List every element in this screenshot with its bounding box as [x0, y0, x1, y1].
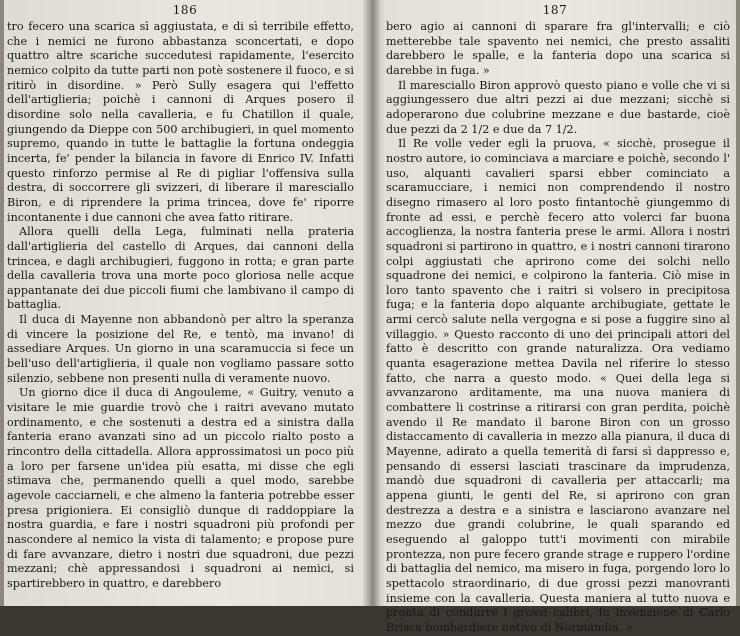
paragraph: Il maresciallo Biron approvò questo piano e volle che vi si aggiungessero due altri pezzi ai due mezzani; sicchè si adoperarono due colubrine mezzane e due bastarde, cioè due pezzi da 2 1/2 e due da 7 1/2. [386, 78, 730, 136]
paragraph: Il duca di Mayenne non abbandonò per altro la speranza di vincere la posizione del Re, e tentò, ma invano! di assediare Arques. Un giorno in una scaramuccia si fece un bell'uso dell'artiglieria, il quale non vogliamo passare sotto silenzio, sebbene non presenti nulla di veramente nuovo. [7, 313, 354, 385]
paragraph: Un giorno dice il duca di Angouleme, « Guitry, venuto a visitare le mie guardie trovò che i raitri avevano mutato ordinamento, e che sostenuti a destra ed a sinistra dalla fanteria erano avanzati sino ad un piccolo rialto posto a rincontro della cittadella. Allora approssimatosi un poco più a loro per farsene un'idea più esatta, mi disse che egli stimava che, permanendo quelli a quel modo, sarebbe agevole cacciarneli, e che almeno la fanteria potrebbe esser presa prigioniera. Ei consigliò dunque di raddoppiare la nostra guardia, e fare i nostri squadroni più profondi per nascondere al nemico la vista di talamento; e propose pure di fare avvanzare, dietro i nostri due squadroni, due pezzi mezzani; chè appressandosi i squadroni ai nemici, si spartirebbero in quattro, e darebbero [7, 386, 354, 590]
right-page-text [386, 20, 730, 636]
page-number-right: 187 [542, 3, 568, 17]
paragraph: tro fecero una scarica sì aggiustata, e di sì terribile effetto, che i nemici ne furono abbastanza sconcertati, e dopo quattro altre scariche succedutesi rapidamente, l'esercito nemico colpito da tutte parti non potè sostenere il fuoco, e si ritirò in disordine. » Però Sully esagera qui l'effetto dell'artiglieria; poichè i cannoni di Arques posero il disordine solo nella cavalleria, e fu Chatillon il quale, giungendo da Dieppe con 500 archibugieri, in quel momento supremo, quando in tutte le battaglie la fortuna ondeggia incerta, fe' pender la bilancia in favore di Enrico IV. Infatti questo rinforzo permise al Re di pigliar l'offensiva sulla destra, di soccorrere gli svizzeri, di liberare il maresciallo Biron, e di riprendere la prima trincea, dove fe' riporre incontanente i due cannoni che avea fatto ritirare. [7, 20, 354, 224]
paragraph: Allora quelli della Lega, fulminati nella prateria dall'artiglieria del castello di Arques, dai cannoni della trincea, e dagli archibugieri, fuggono in rotta; e gran parte della cavalleria trova una morte poco gloriosa nelle acque appantanate dei due piccoli fiumi che lambivano il campo di battaglia. [7, 225, 354, 312]
page-number-left: 186 [172, 3, 198, 17]
left-page-text [7, 20, 354, 592]
paragraph: Il Re volle veder egli la pruova, « sicchè, prosegue il nostro autore, io cominciava a marciare e poichè, secondo l' uso, alquanti cavalieri sparsi ebber cominciato a scaramucciare, i nemici non comprendendo il nostro disegno rimasero al loro posto fintantochè giungemmo di fronte ad essi, e perchè fecero atto volerci far buona accoglienza, la nostra fanteria prese le armi. Allora i nostri squadroni si partirono in quattro, e i nostri cannoni tirarono colpi aggiustati che aprirono come dei solchi nello squadrone dei nemici, e colpirono la fanteria. Ciò mise in loro tanto spavento che i raitri si volsero in precipitosa fuga; e la fanteria dopo alquante archibugiate, gettate le armi cercò salute nella vergogna e si pose a fuggire sino al villaggio. » Questo racconto di uno dei principali attori del fatto è descritto con grande naturalizza. Ora vediamo quanta esagerazione mettea Davila nel riferire lo stesso fatto, che narra a questo modo. « Quei della lega si avvanzarono arditamente, ma una nuova maniera di combattere li costrinse a ritirarsi con gran perdita, poichè avendo il Re mandato il barone Biron con un grosso distaccamento di cavalleria in mezzo alla pianura, il duca di Mayenne, adirato a quella temerità di farsi sì dappresso e, pensando di essersi lasciati trascinare da imprudenza, mandò due squadroni di cavalleria per attaccarli; ma appena giunti, le genti del Re, si aprirono con gran destrezza a destra e a sinistra e lasciarono avanzare nel mezzo due grandi colubrine, le quali sparando ed eseguendo al galoppo tutt'i movimenti con mirabile prontezza, non pure fecero grande strage e ruppero l'ordine di battaglia del nemico, ma misero in fuga, porgendo loro lo spettacolo straordinario, di due grossi pezzi manovranti insieme con la cavalleria. Questa maniera al tutto nuova e pronta di condurre i grossi calibri, fu invenzione di Carlo Brisca bombardiere nativo di Normandia. » [386, 137, 730, 634]
right-page [370, 0, 740, 634]
paragraph: bero agio ai cannoni di sparare fra gl'intervalli; e ciò metterebbe tale spavento nei nemici, che presto assaliti darebbero le spalle, e la fanteria dopo una scarica si darebbe in fuga. » [386, 20, 730, 77]
book-edge-right [736, 0, 740, 606]
left-page [0, 0, 370, 606]
